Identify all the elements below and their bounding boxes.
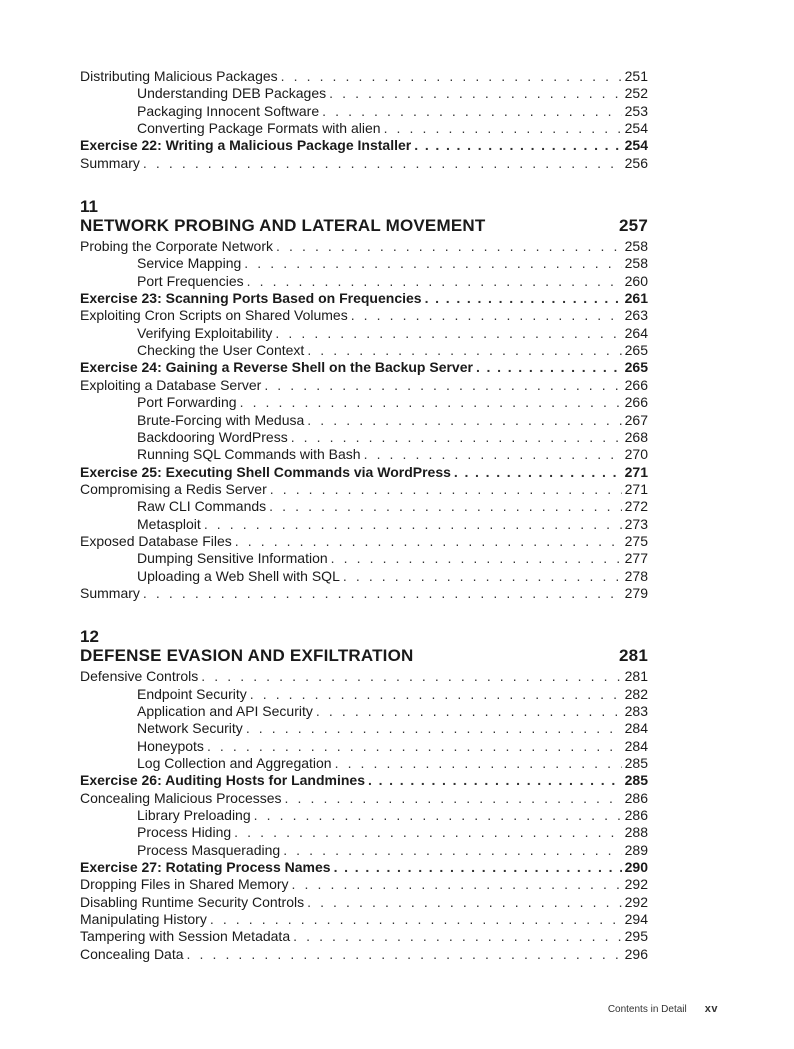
dot-leader [251, 807, 622, 824]
entry-page-number: 279 [624, 584, 648, 601]
dot-leader [422, 290, 622, 307]
toc-entry[interactable] [80, 876, 648, 893]
dot-leader [332, 755, 622, 772]
toc-subentry[interactable] [80, 120, 648, 137]
entry-title: Endpoint Security [137, 685, 247, 702]
entry-title: Exercise 25: Executing Shell Commands via WordPress [80, 463, 451, 480]
entry-title: Exercise 26: Auditing Hosts for Landmines [80, 772, 365, 789]
dot-leader [273, 238, 622, 255]
toc-subentry[interactable] [80, 807, 648, 824]
entry-page-number: 256 [624, 154, 648, 171]
entry-title: Exposed Database Files [80, 532, 232, 549]
entry-title: Converting Package Formats with alien [137, 120, 381, 137]
entry-title: Process Masquerading [137, 841, 281, 858]
entry-page-number: 277 [624, 550, 648, 567]
dot-leader [278, 68, 622, 85]
chapter-section [80, 628, 648, 963]
entry-page-number: 286 [624, 807, 648, 824]
entry-title: Disabling Runtime Security Controls [80, 893, 305, 910]
entry-title: Uploading a Web Shell with SQL [137, 567, 340, 584]
entry-title: Summary [80, 584, 140, 601]
toc-entry[interactable] [80, 928, 648, 945]
dot-leader [331, 859, 622, 876]
entry-page-number: 258 [624, 238, 648, 255]
entry-title: Backdooring WordPress [137, 428, 288, 445]
entry-title: Concealing Malicious Processes [80, 789, 282, 806]
entry-title: Dumping Sensitive Information [137, 550, 328, 567]
entry-title: Checking the User Context [137, 342, 305, 359]
entry-page-number: 271 [624, 463, 648, 480]
entry-page-number: 285 [624, 755, 648, 771]
entry-page-number: 254 [624, 120, 648, 137]
toc-exercise-entry[interactable] [80, 859, 648, 876]
entry-page-number: 261 [624, 290, 648, 307]
dot-leader [288, 429, 622, 446]
entry-page-number: 296 [624, 945, 648, 962]
toc-subentry[interactable] [80, 498, 648, 515]
dot-leader [280, 842, 622, 859]
entry-page-number: 260 [624, 272, 648, 289]
entry-title: Defensive Controls [80, 668, 199, 685]
toc-exercise-entry[interactable] [80, 137, 648, 154]
toc-entry[interactable] [80, 894, 648, 911]
entry-title: Service Mapping [137, 255, 242, 272]
entry-title: Application and API Security [137, 702, 313, 719]
toc-subentry[interactable] [80, 394, 648, 411]
toc-subentry[interactable] [80, 703, 648, 720]
toc-subentry[interactable] [80, 755, 648, 772]
entry-title: Manipulating History [80, 911, 207, 928]
toc-subentry[interactable] [80, 842, 648, 859]
dot-leader [272, 325, 622, 342]
toc-entry[interactable] [80, 911, 648, 928]
dot-leader [232, 533, 622, 550]
dot-leader [204, 738, 622, 755]
entry-page-number: 278 [624, 567, 648, 584]
entry-title: Distributing Malicious Packages [80, 68, 278, 84]
entry-page-number: 288 [624, 824, 648, 841]
toc-subentry[interactable] [80, 824, 648, 841]
toc-entry[interactable] [80, 68, 648, 85]
chapter-page-number: 257 [619, 216, 648, 236]
dot-leader [365, 772, 622, 789]
dot-leader [319, 103, 622, 120]
toc-exercise-entry[interactable] [80, 772, 648, 789]
footer-section-label: Contents in Detail [607, 1004, 687, 1015]
entry-page-number: 290 [624, 859, 648, 876]
dot-leader [282, 790, 622, 807]
entry-page-number: 286 [624, 789, 648, 806]
toc-subentry[interactable] [80, 429, 648, 446]
entry-title: Process Hiding [137, 824, 232, 841]
dot-leader [340, 568, 622, 585]
entry-title: Exploiting a Database Server [80, 376, 262, 393]
toc-subentry[interactable] [80, 446, 648, 463]
entry-page-number: 251 [624, 68, 648, 84]
entry-page-number: 265 [624, 342, 648, 359]
dot-leader [304, 342, 622, 359]
toc-entry[interactable] [80, 481, 648, 498]
chapter-title: DEFENSE EVASION AND EXFILTRATION [80, 646, 414, 666]
dot-leader [140, 155, 622, 172]
entry-page-number: 252 [624, 85, 648, 102]
dot-leader [348, 307, 622, 324]
entry-title: Summary [80, 154, 140, 171]
dot-leader [201, 516, 622, 533]
dot-leader [247, 686, 622, 703]
dot-leader [290, 928, 622, 945]
dot-leader [241, 255, 622, 272]
entry-page-number: 266 [624, 376, 648, 393]
toc-entry[interactable] [80, 377, 648, 394]
toc-subentry[interactable] [80, 325, 648, 342]
entry-page-number: 270 [624, 446, 648, 463]
footer-page-number: xv [704, 1003, 718, 1015]
entry-page-number: 283 [624, 702, 648, 719]
entry-page-number: 275 [624, 532, 648, 549]
chapter-title: NETWORK PROBING AND LATERAL MOVEMENT [80, 216, 486, 236]
entry-title: Dropping Files in Shared Memory [80, 876, 289, 893]
toc-entry[interactable] [80, 238, 648, 255]
chapter-number: 12 [80, 627, 99, 647]
toc-entry[interactable] [80, 307, 648, 324]
entry-title: Exercise 22: Writing a Malicious Package Installer [80, 137, 412, 154]
entry-page-number: 289 [624, 841, 648, 858]
toc-subentry[interactable] [80, 516, 648, 533]
entry-title: Packaging Innocent Software [137, 102, 320, 119]
dot-leader [411, 137, 622, 154]
toc-exercise-entry[interactable] [80, 464, 648, 481]
entry-page-number: 282 [624, 685, 648, 702]
toc-entry[interactable] [80, 790, 648, 807]
toc-entry[interactable] [80, 668, 648, 685]
entry-title: Honeypots [137, 737, 204, 754]
toc-subentry[interactable] [80, 738, 648, 755]
toc-subentry[interactable] [80, 255, 648, 272]
entry-page-number: 294 [624, 911, 648, 928]
dot-leader [473, 359, 622, 376]
toc-entry[interactable] [80, 946, 648, 963]
entry-title: Probing the Corporate Network [80, 238, 273, 255]
toc-subentry[interactable] [80, 103, 648, 120]
entry-title: Exercise 24: Gaining a Reverse Shell on the Backup Server [80, 359, 473, 376]
page-footer [608, 1003, 718, 1015]
toc-exercise-entry[interactable] [80, 359, 648, 376]
dot-leader [304, 894, 622, 911]
entry-page-number: 271 [624, 480, 648, 497]
toc-entry[interactable] [80, 585, 648, 602]
toc-subentry[interactable] [80, 85, 648, 102]
toc-exercise-entry[interactable] [80, 290, 648, 307]
entry-page-number: 284 [624, 720, 648, 737]
toc-subentry[interactable] [80, 342, 648, 359]
entry-title: Raw CLI Commands [137, 498, 267, 515]
entry-title: Tampering with Session Metadata [80, 928, 291, 945]
entry-title: Log Collection and Aggregation [137, 755, 332, 771]
toc-subentry[interactable] [80, 550, 648, 567]
toc-entry[interactable] [80, 533, 648, 550]
entry-page-number: 267 [624, 411, 648, 428]
dot-leader [184, 946, 622, 963]
entry-page-number: 258 [624, 255, 648, 272]
toc-subentry[interactable] [80, 720, 648, 737]
dot-leader [326, 85, 622, 102]
dot-leader [361, 446, 622, 463]
entry-title: Running SQL Commands with Bash [137, 446, 361, 463]
entry-title: Compromising a Redis Server [80, 480, 267, 497]
entry-title: Exercise 27: Rotating Process Names [80, 859, 331, 876]
entry-page-number: 268 [624, 428, 648, 445]
chapter-section [80, 198, 648, 602]
dot-leader [243, 720, 622, 737]
toc-subentry[interactable] [80, 568, 648, 585]
dot-leader [237, 394, 622, 411]
entry-title: Verifying Exploitability [137, 324, 273, 341]
toc-subentry[interactable] [80, 412, 648, 429]
dot-leader [381, 120, 622, 137]
entry-page-number: 284 [624, 737, 648, 754]
dot-leader [304, 412, 622, 429]
dot-leader [451, 464, 622, 481]
entry-page-number: 264 [624, 324, 648, 341]
entry-page-number: 254 [624, 137, 648, 154]
dot-leader [207, 911, 622, 928]
entry-page-number: 253 [624, 102, 648, 119]
chapter-page-number: 281 [619, 646, 648, 666]
chapter-heading[interactable] [80, 646, 648, 668]
entry-title: Brute-Forcing with Medusa [137, 411, 305, 428]
dot-leader [328, 550, 622, 567]
chapter-heading[interactable] [80, 216, 648, 238]
entry-title: Port Frequencies [137, 272, 244, 289]
entry-page-number: 285 [624, 772, 648, 789]
entry-page-number: 265 [624, 359, 648, 376]
entry-title: Network Security [137, 720, 243, 737]
toc-subentry[interactable] [80, 273, 648, 290]
dot-leader [231, 824, 622, 841]
entry-page-number: 281 [624, 668, 648, 685]
entry-page-number: 272 [624, 498, 648, 515]
entry-page-number: 292 [624, 876, 648, 893]
entry-page-number: 273 [624, 515, 648, 532]
dot-leader [261, 377, 622, 394]
dot-leader [267, 481, 622, 498]
entry-page-number: 292 [624, 893, 648, 910]
dot-leader [198, 668, 622, 685]
toc-subentry[interactable] [80, 686, 648, 703]
entry-title: Metasploit [137, 515, 201, 532]
toc-section [80, 68, 648, 172]
dot-leader [140, 585, 622, 602]
entry-title: Library Preloading [137, 807, 251, 824]
table-of-contents [80, 68, 648, 963]
entry-page-number: 266 [624, 394, 648, 411]
entry-title: Exploiting Cron Scripts on Shared Volumes [80, 307, 348, 324]
entry-title: Concealing Data [80, 945, 184, 962]
dot-leader [244, 273, 622, 290]
entry-title: Exercise 23: Scanning Ports Based on Frequencies [80, 290, 422, 307]
entry-page-number: 295 [624, 928, 648, 945]
chapter-number: 11 [80, 197, 98, 217]
toc-entry[interactable] [80, 155, 648, 172]
entry-page-number: 263 [624, 307, 648, 324]
dot-leader [266, 498, 622, 515]
dot-leader [313, 703, 622, 720]
entry-title: Port Forwarding [137, 394, 237, 411]
entry-title: Understanding DEB Packages [137, 85, 327, 102]
dot-leader [289, 876, 622, 893]
